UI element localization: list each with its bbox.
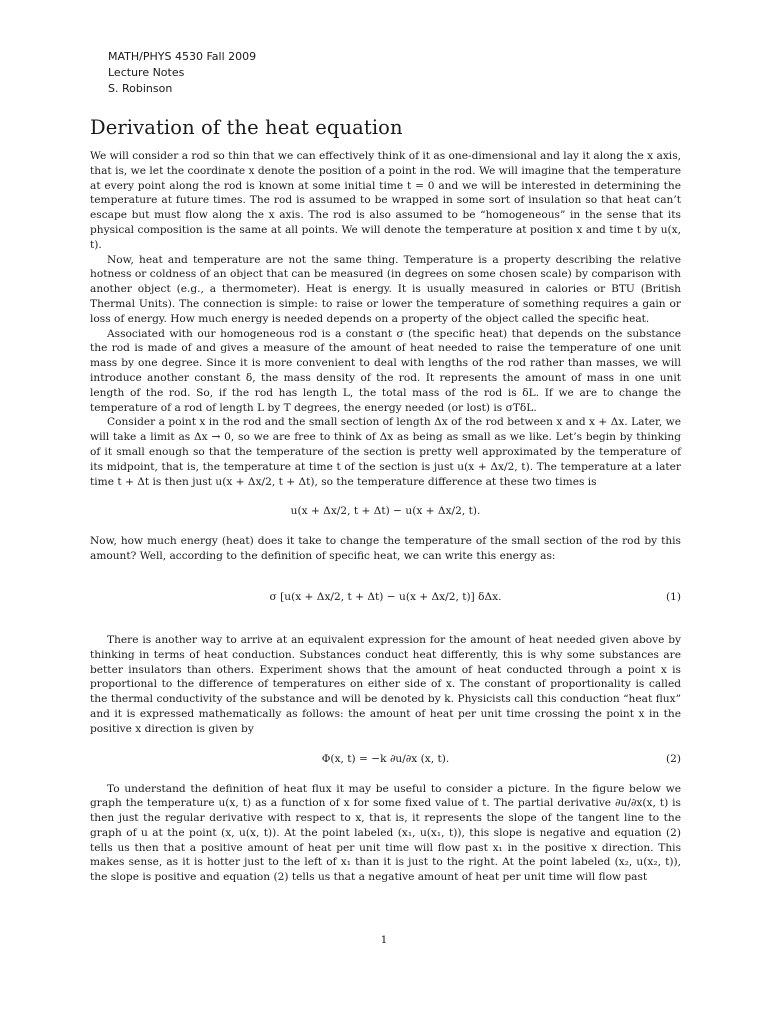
course-line: MATH/PHYS 4530 Fall 2009 [108, 50, 257, 63]
equation-number: (2) [665, 752, 681, 765]
equation-text: u(x + Δx/2, t + Δt) − u(x + Δx/2, t). [290, 505, 481, 518]
equation-text: σ [u(x + Δx/2, t + Δt) − u(x + Δx/2, t)] δΔx. [269, 590, 502, 603]
paragraph-3: Associated with our homogeneous rod is a constant σ (the specific heat) that depends on the substance the rod is made of and gives a measure of the amount of heat needed to raise the temperature of one unit mass by one degree. Since it is more convenient to deal with lengths of the rod rather than masses, we will introduce another constant δ, the mass density of the rod. It represents the amount of mass in one unit length of the rod. So, if the rod has length L, the total mass of the rod is δL. If we are to change the temperature of a rod of length L by T degrees, the energy needed (or lost) is σTδL. [90, 327, 681, 414]
equation-1 [90, 572, 681, 622]
author-line: S. Robinson [108, 82, 173, 95]
paragraph-6: There is another way to arrive at an equivalent expression for the amount of heat needed given above by thinking in terms of heat conduction. Substances conduct heat differently, this is why some substances are better insulators than others. Experiment shows that the amount of heat conducted through a point x is proportional to the difference of temperatures on either side of x. The constant of proportionality is called the thermal conductivity of the substance and will be denoted by k. Physicists call this conduction “heat flux” and it is expressed mathematically as follows: the amount of heat per unit time crossing the point x in the positive x direction is given by [90, 633, 681, 735]
paragraph-1: We will consider a rod so thin that we can effectively think of it as one-dimensional and lay it along the x axis, that is, we let the coordinate x denote the position of a point in the rod. We will imagine that the temperature at every point along the rod is known at some initial time t = 0 and we will be interested in determining the temperature at future times. The rod is assumed to be wrapped in some sort of insulation so that heat can’t escape but must flow along the x axis. The rod is also assumed to be “homogeneous” in the sense that its physical composition is the same at all points. We will denote the temperature at position x and time t by u(x, t). [90, 150, 681, 251]
page-number: 1 [380, 934, 388, 946]
paragraph-2: Now, heat and temperature are not the same thing. Temperature is a property describing the relative hotness or coldness of an object that can be measured (in degrees on some chosen scale) by comparison with another object (e.g., a thermometer). Heat is energy. It is usually measured in calories or BTU (British Thermal Units). The connection is simple: to raise or lower the temperature of something requires a gain or loss of energy. How much energy is needed depends on a property of the object called the specific heat. [90, 253, 681, 325]
page-title: Derivation of the heat equation [90, 116, 403, 139]
paragraph-7: To understand the definition of heat flux it may be useful to consider a picture. In the figure below we graph the temperature u(x, t) as a function of x for some fixed value of t. The partial derivative ∂u/∂x(x, t) is then just the regular derivative with respect to x, that is, it represents the slope of the tangent line to the graph of u at the point (x, u(x, t)). At the point labeled (x₁, u(x₁, t)), this slope is negative and equation (2) tells us then that a positive amount of heat per unit time will flow past x₁ in the positive x direction. This makes sense, as it is hotter just to the left of x₁ than it is just to the right. At the point labeled (x₂, u(x₂, t)), the slope is positive and equation (2) tells us that a negative amount of heat per unit time will flow past [90, 782, 681, 884]
paragraph-5: Now, how much energy (heat) does it take to change the temperature of the small section of the rod by this amount? Well, according to the definition of specific heat, we can write this energy as: [90, 535, 681, 563]
body-text [90, 149, 681, 885]
notes-line: Lecture Notes [108, 66, 185, 79]
equation-temperature-difference [90, 492, 681, 530]
paragraph-4: Consider a point x in the rod and the small section of length Δx of the rod between x and x + Δx. Later, we will take a limit as Δx → 0, so we are free to think of Δx as being as small as we like. Let’s begin by thinking of it small enough so that the temperature of the section is pretty well approximated by the temperature of its midpoint, that is, the temperature at time t of the section is just u(x + Δx/2, t). The temperature at a later time t + Δt is then just u(x + Δx/2, t + Δt), so the temperature difference at these two times is [90, 416, 681, 488]
equation-number: (1) [665, 590, 681, 603]
document-header [108, 49, 256, 97]
equation-2 [90, 740, 681, 778]
equation-text: Φ(x, t) = −k ∂u/∂x (x, t). [321, 752, 450, 765]
